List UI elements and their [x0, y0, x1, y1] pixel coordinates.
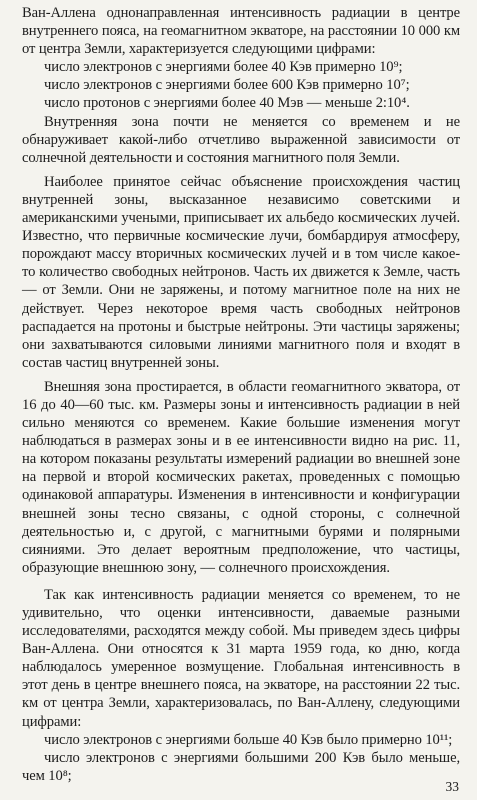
list-item-electrons-40kev: число электронов с энергиями более 40 Кэв примерно 10⁹; [44, 59, 403, 76]
paragraph-van-allen-figures: Так как интенсивность радиации меняется со временем, то не удивительно, что оценки интенсивности, даваемые разными исследователями, расходятся между собой. Мы приведем здесь цифры Ван-Аллена. Они относятся к 31 марта 1959 года, ко дню, когда наблюдалось умеренное возмущение. Глобальная интенсивность в этот день в центре внешнего пояса, на экваторе, на расстоянии 22 тыс. км от центра Земли, характеризовалась, по Ван-Аллену, следующими цифрами: [22, 586, 460, 730]
paragraph-albedo-explanation: Наиболее принятое сейчас объяснение происхождения частиц внутренней зоны, высказанное независимо советскими и американскими учеными, приписывает их альбедо космических лучей. Известно, что первичные космические лучи, бомбардируя атмосферу, порождают массу вторичных космических лучей и в том числе какое-то количество свободных нейтронов. Часть их движется к Земле, часть — от Земли. Они не заряжены, и потому магнитное поле на них не действует. Через некоторое время часть свободных нейтронов распадается на протоны и быстрые нейтроны. Эти частицы заряжены; они захватываются силовыми линиями магнитного поля и входят в состав частиц внутренней зоны. [22, 173, 460, 371]
page-body [22, 4, 460, 785]
page-number: 33 [445, 779, 459, 794]
list-item-electrons-40kev-outer: число электронов с энергиями больше 40 Кэв было примерно 10¹¹; [44, 731, 453, 748]
paragraph-inner-zone: Внутренняя зона почти не меняется со временем и не обнаруживает какой-либо отчетливо выраженной зависимости от солнечной деятельности и состояния магнитного поля Земли. [22, 113, 460, 166]
list-item-protons-40mev: число протонов с энергиями более 40 Мэв — меньше 2:10⁴. [44, 95, 410, 112]
paragraph-outer-zone: Внешняя зона простирается, в области геомагнитного экватора, от 16 до 40—60 тыс. км. Размеры зоны и интенсивность радиации в ней сильно меняются со временем. Какие большие изменения могут наблюдаться в размерах зоны и в ее интенсивности видно на рис. 11, на котором показаны результаты измерений радиации во внешней зоне на первой и второй космических ракетах, проведенных с помощью одинаковой аппаратуры. Изменения в интенсивности и конфигурации внешней зоны тесно связаны, с одной стороны, с солнечной деятельностью и, с другой, с магнитными бурями и полярными сияниями. Это делает вероятным предположение, что частицы, образующие внешнюю зону, — солнечного происхождения. [22, 378, 460, 576]
list-item-electrons-600kev: число электронов с энергиями более 600 Кэв примерно 10⁷; [44, 77, 410, 94]
list-item-electrons-200kev-outer: число электронов с энергиями большими 200 Кэв было меньше, чем 10⁸; [22, 749, 460, 784]
paragraph-intro: Ван-Аллена однонаправленная интенсивность радиации в центре внутреннего пояса, на геомагнитном экваторе, на расстоянии 10 000 км от центра Земли, характеризуется следующими цифрами: [22, 5, 460, 58]
